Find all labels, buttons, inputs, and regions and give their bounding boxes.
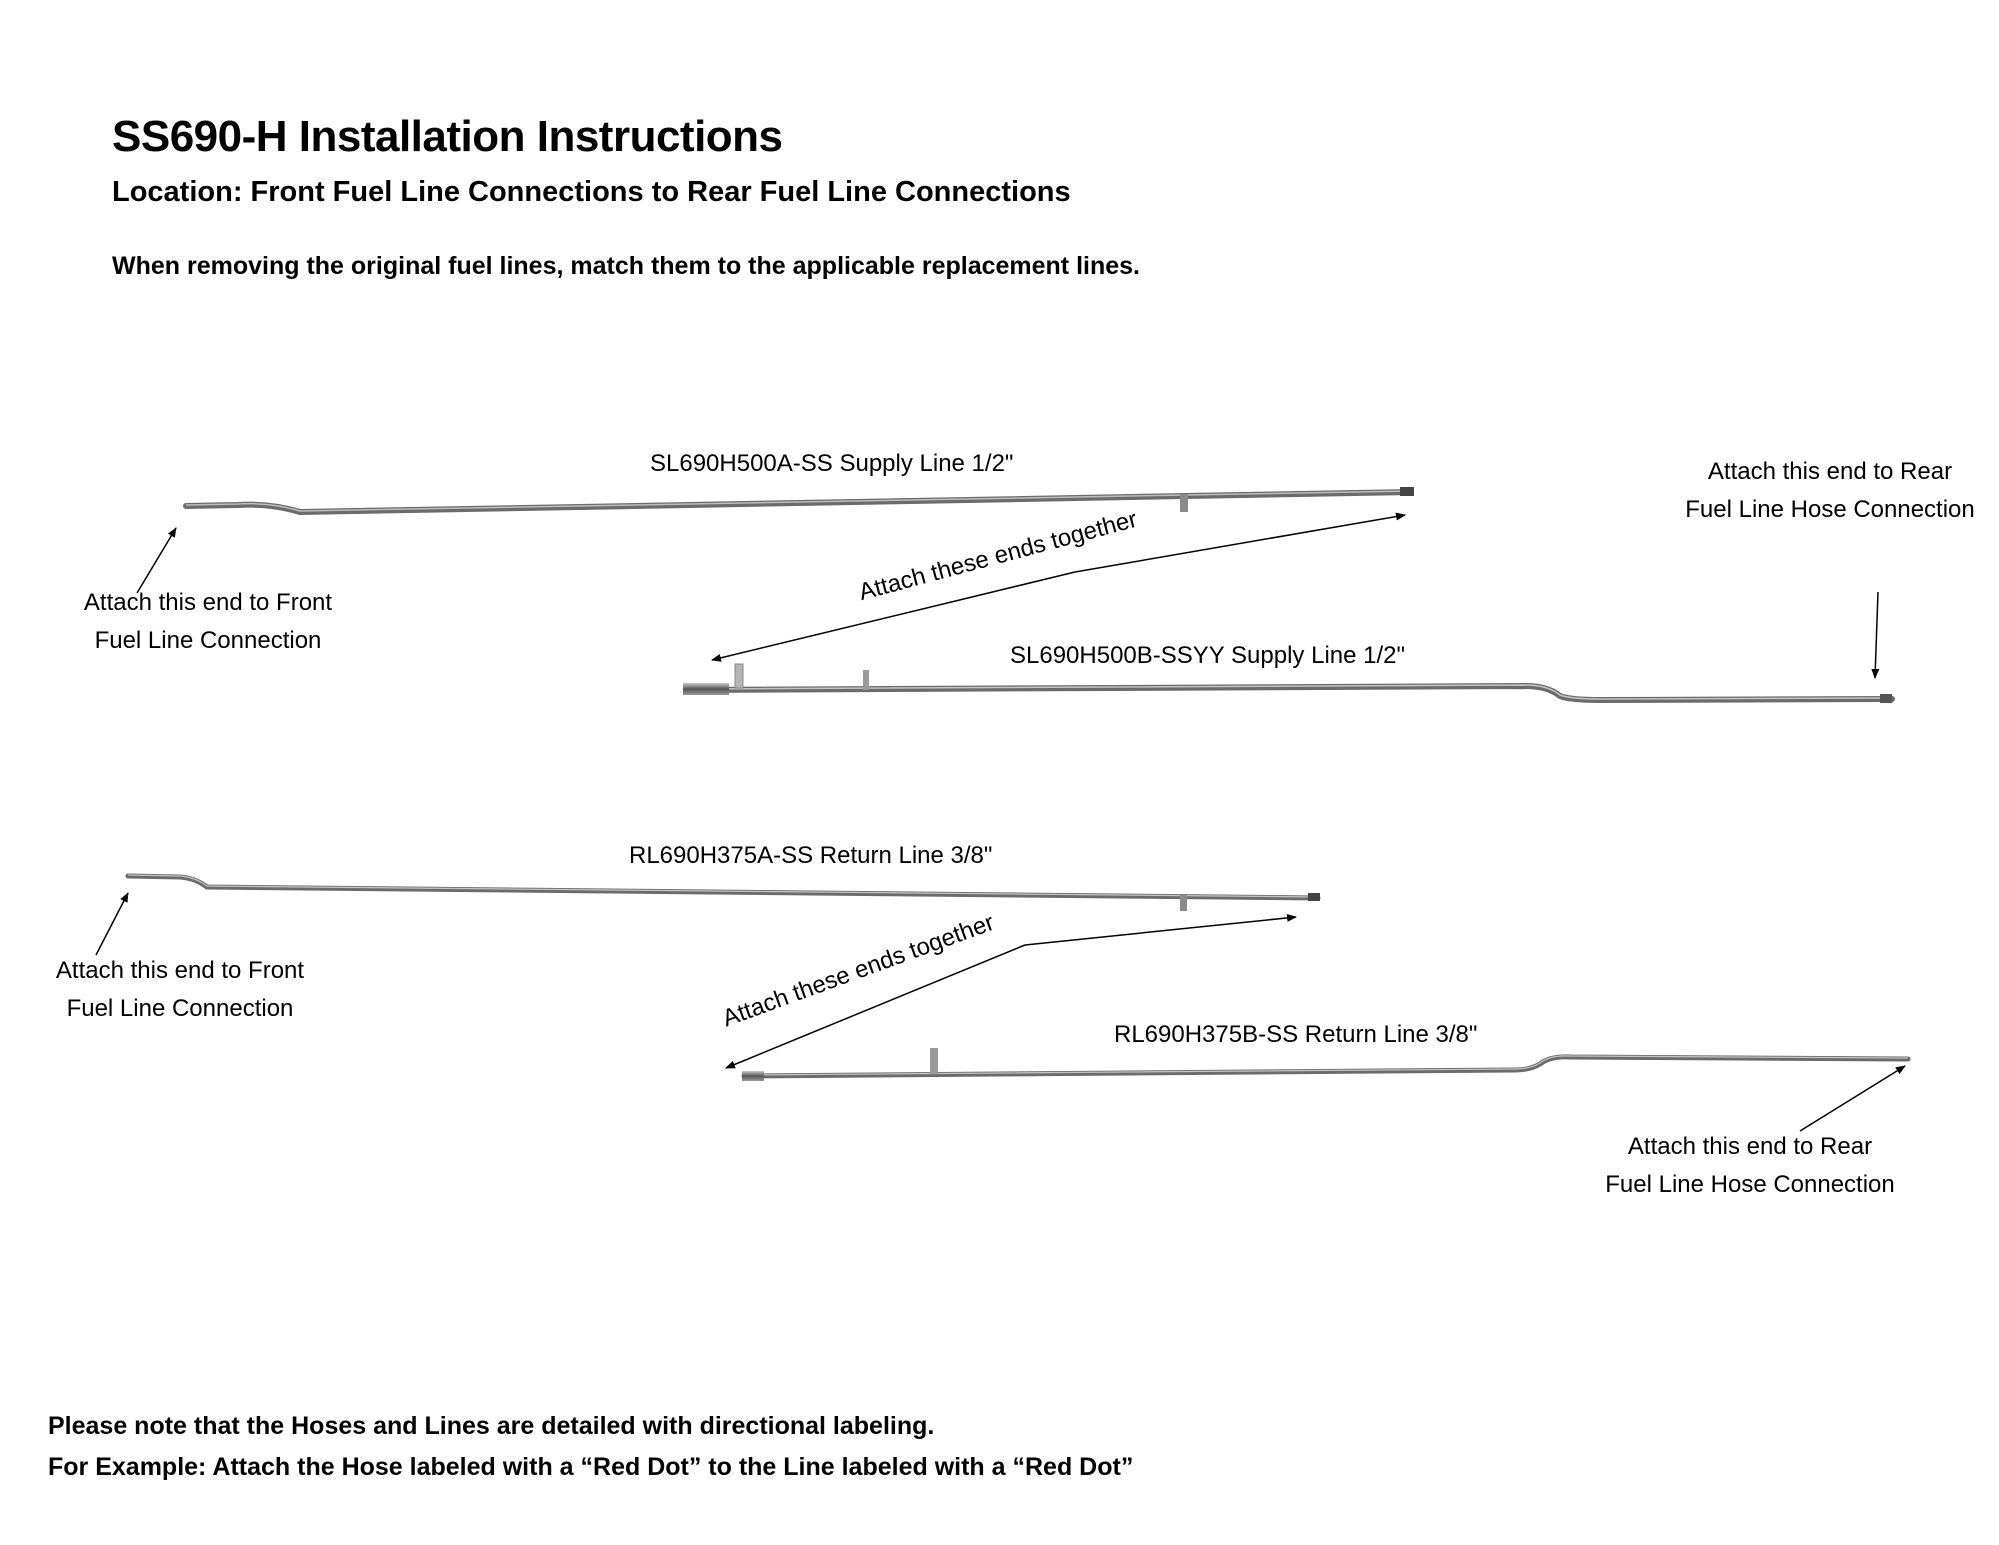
red-dot-example-note: For Example: Attach the Hose labeled with a “Red Dot” to the Line labeled with a “Red Dot”	[48, 1453, 1134, 1481]
return-front-callout	[40, 952, 320, 1028]
return-join-arrow	[1025, 917, 1296, 945]
return-line-a-label: RL690H375A-SS Return Line 3/8"	[629, 842, 993, 869]
removal-instruction: When removing the original fuel lines, match them to the applicable replacement lines.	[112, 252, 1140, 280]
supply-rear-pointer	[1875, 592, 1878, 678]
return-rear-callout-line2: Fuel Line Hose Connection	[1605, 1171, 1895, 1198]
return-front-callout-line2: Fuel Line Connection	[66, 995, 294, 1022]
directional-label-note: Please note that the Hoses and Lines are detailed with directional labeling.	[48, 1412, 935, 1440]
location-subtitle: Location: Front Fuel Line Connections to Rear Fuel Line Connections	[112, 176, 1071, 208]
page-title: SS690-H Installation Instructions	[112, 112, 783, 161]
return-line-b-label: RL690H375B-SS Return Line 3/8"	[1114, 1021, 1478, 1048]
return-rear-callout-line1: Attach this end to Rear	[1627, 1133, 1873, 1160]
return-line-b-tube	[742, 1048, 1908, 1081]
return-rear-pointer	[1800, 1066, 1905, 1131]
supply-line-a-tube	[186, 487, 1414, 512]
return-rear-callout	[1590, 1128, 1910, 1204]
return-front-pointer	[96, 893, 128, 955]
supply-line-a-label: SL690H500A-SS Supply Line 1/2"	[650, 450, 1014, 477]
return-front-callout-line1: Attach this end to Front	[55, 957, 305, 984]
supply-join-callout: Attach these ends together	[856, 505, 1141, 607]
supply-rear-callout	[1670, 453, 1990, 529]
supply-front-callout-line1: Attach this end to Front	[83, 589, 333, 616]
return-join-callout: Attach these ends together	[719, 908, 998, 1033]
supply-front-callout-line2: Fuel Line Connection	[94, 627, 322, 654]
supply-rear-callout-line2: Fuel Line Hose Connection	[1685, 496, 1975, 523]
supply-front-callout	[68, 584, 348, 660]
return-line-a-tube	[128, 875, 1320, 911]
supply-line-b-label: SL690H500B-SSYY Supply Line 1/2"	[1010, 642, 1406, 669]
supply-rear-callout-line1: Attach this end to Rear	[1707, 458, 1953, 485]
